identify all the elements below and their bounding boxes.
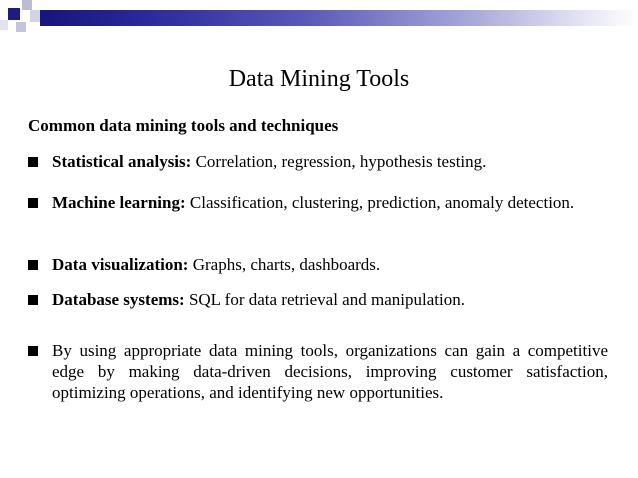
bullet-item — [28, 290, 608, 310]
bullet-label: Database systems: — [52, 290, 185, 309]
bullet-text: Graphs, charts, dashboards. — [188, 255, 381, 274]
subheading: Common data mining tools and techniques — [28, 116, 339, 135]
closing-text: By using appropriate data mining tools, organizations can gain a competitive edge by making data-driven decisions, improving customer satisfaction, optimizing operations, and identifying new opportunities. — [52, 341, 608, 402]
bullet-label: Data visualization: — [52, 255, 189, 274]
bullet-text: Classification, clustering, prediction, anomaly detection. — [185, 193, 575, 212]
decor-square-navy — [8, 8, 20, 20]
square-bullet-icon — [28, 295, 38, 305]
decor-square-grey — [22, 0, 32, 10]
slide-title: Data Mining Tools — [228, 66, 410, 92]
bullet-label: Machine learning: — [52, 193, 186, 212]
bullet-text: SQL for data retrieval and manipulation. — [184, 290, 465, 309]
square-bullet-icon — [28, 198, 38, 208]
square-bullet-icon — [28, 260, 38, 270]
square-bullet-icon — [28, 346, 38, 356]
bullet-item — [28, 152, 608, 172]
decorative-header-bar — [0, 0, 638, 34]
bullet-text: Correlation, regression, hypothesis testing. — [191, 152, 487, 171]
bullet-label: Statistical analysis: — [52, 152, 192, 171]
gradient-band — [40, 10, 638, 26]
decor-square-grey — [16, 22, 26, 32]
bullet-item — [28, 255, 608, 275]
bullet-item-closing — [28, 340, 608, 403]
bullet-item — [28, 186, 608, 220]
decor-square-grey — [30, 10, 40, 22]
decor-square-light — [0, 20, 8, 30]
square-bullet-icon — [28, 157, 38, 167]
